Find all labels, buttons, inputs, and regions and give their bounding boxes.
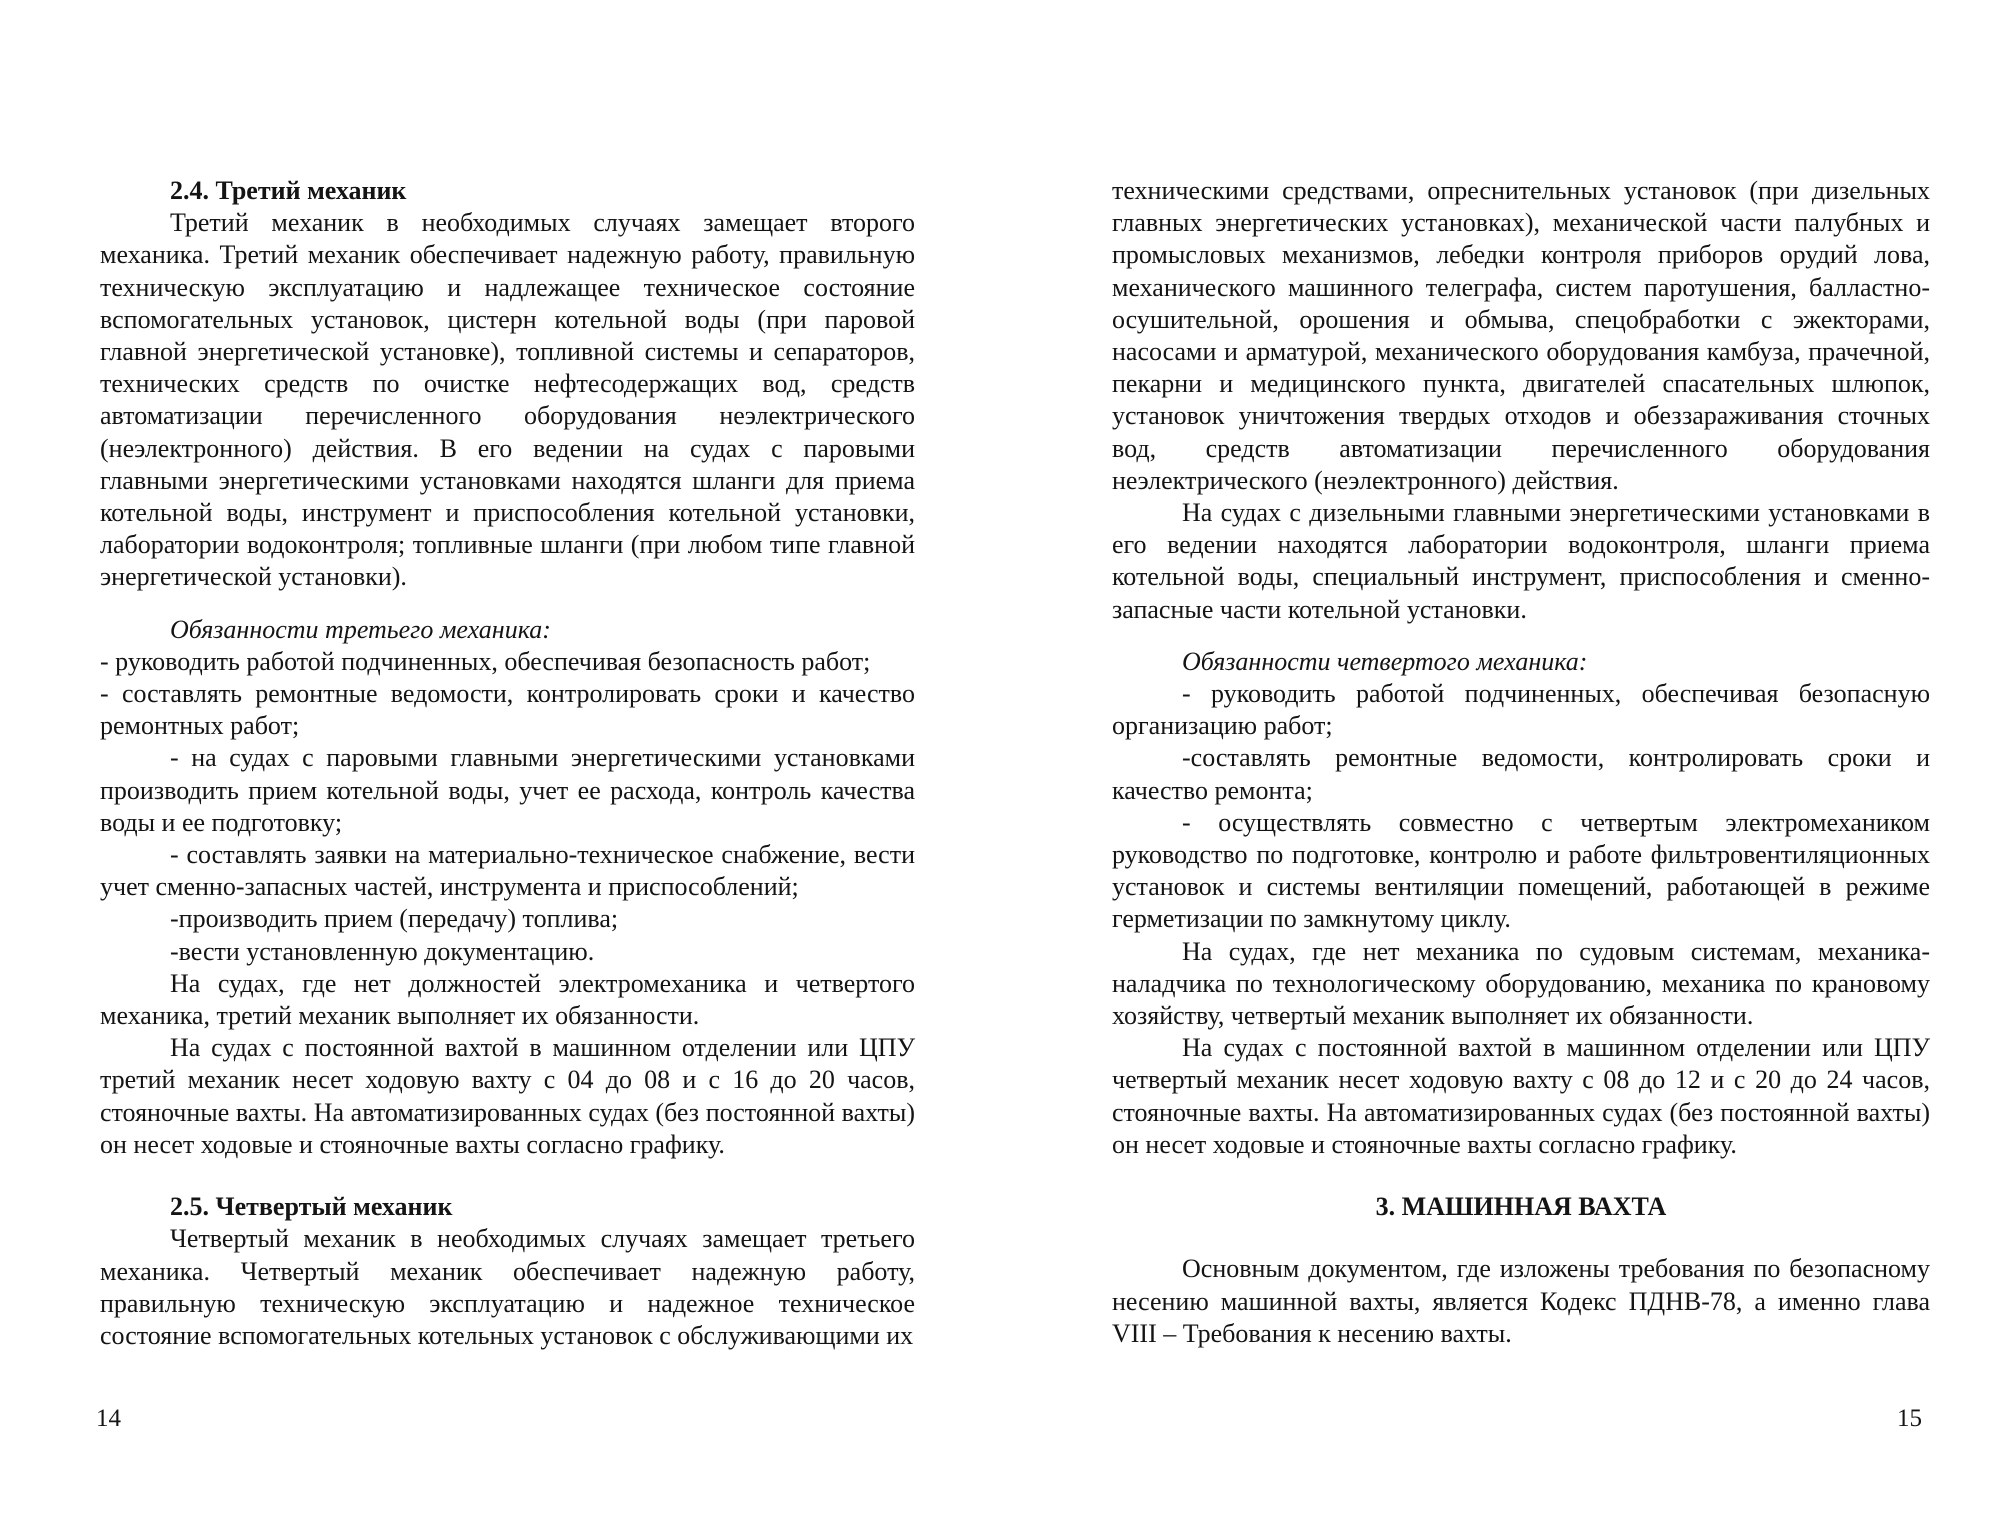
section-2-5-diesel-note: На судах с дизельными главными энергетическими установками в его ведении находятся лаборатории водоконтроля, шланги приема котельной воды, специальный инструмент, приспособления и сменно-запасные части котельной установки. <box>1112 498 1930 624</box>
third-mechanic-duty-5: -производить прием (передачу) топлива; <box>170 904 619 934</box>
section-2-4-note-1: На судах, где нет должностей электромеханика и четвертого механика, третий механик выполняет их обязанности. <box>100 968 915 1031</box>
page-number-right: 15 <box>1897 1405 1922 1432</box>
section-2-5-heading: 2.5. Четвертый механик <box>170 1192 453 1222</box>
section-2-4-note-2: На судах с постоянной вахтой в машинном отделении или ЦПУ третий механик несет ходовую вахту с 04 до 08 и с 16 до 20 часов, стояночные вахты. На автоматизированных судах (без постоянной вахты) он несет ходовые и стояночные вахты согласно графику. <box>100 1033 915 1159</box>
third-mechanic-duty-4: - составлять заявки на материально-техническое снабжение, вести учет сменно-запасных частей, инструмента и приспособлений; <box>100 840 915 902</box>
section-2-4-intro: Третий механик в необходимых случаях замещает второго механика. Третий механик обеспечивает надежную работу, правильную техническую эксплуатацию и надлежащее техническое состояние вспомогательных установок, цистерн котельной воды (при паровой главной энергетической установке), топливной системы и сепараторов, технических средств по очистке нефтесодержащих вод, средств автоматизации перечисленного оборудования неэлектрического (неэлектронного) действия. В его ведении на судах с паровыми главными энергетическими установками находятся шланги для приема котельной воды, инструмент и приспособления котельной установки, лаборатории водоконтроля; топливные шланги (при любом типе главной энергетической установки). <box>100 208 915 592</box>
third-mechanic-duty-1: - руководить работой подчиненных, обеспечивая безопасность работ; <box>100 646 871 676</box>
fourth-mechanic-duty-3: - осуществлять совместно с четвертым электромехаником руководство по подготовке, контролю и работе фильтровентиляционных установок и системы вентиляции помещений, работающей в режиме герметизации по замкнутому циклу. <box>1112 807 1930 934</box>
fourth-mechanic-duty-1: - руководить работой подчиненных, обеспечивая безопасную организацию работ; <box>1112 679 1930 741</box>
section-2-5-note-2: На судах с постоянной вахтой в машинном отделении или ЦПУ четвертый механик несет ходовую вахту с 08 до 12 и с 20 до 24 часов, стояночные вахты. На автоматизированных судах (без постоянной вахты) он несет ходовые и стояночные вахты согласно графику. <box>1112 1033 1930 1159</box>
left-page-text-column <box>100 175 915 1352</box>
third-mechanic-duty-3: - на судах с паровыми главными энергетическими установками производить прием котельной воды, учет ее расхода, контроль качества воды и ее подготовку; <box>100 743 915 837</box>
chapter-3-heading: 3. МАШИННАЯ ВАХТА <box>1375 1192 1667 1222</box>
page-number-left: 14 <box>96 1405 121 1432</box>
fourth-mechanic-duty-2: -составлять ремонтные ведомости, контролировать сроки и качество ремонта; <box>1112 743 1930 805</box>
third-mechanic-duty-6: -вести установленную документацию. <box>170 936 595 966</box>
fourth-mechanic-duties-title: Обязанности четвертого механика: <box>1182 646 1588 676</box>
section-2-4-heading: 2.4. Третий механик <box>170 176 407 205</box>
right-page <box>1000 0 2000 1529</box>
section-2-5-intro-end: техническими средствами, опреснительных установок (при дизельных главных энергетических установках), механической части палубных и промысловых механизмов, лебедки контроля приборов орудий лова, механического машинного телеграфа, систем паротушения, балластно-осушительной, орошения и обмыва, спецобработки с эжекторами, насосами и арматурой, механического оборудования камбуза, прачечной, пекарни и медицинского пункта, двигателей спасательных шлюпок, установок уничтожения твердых отходов и обеззараживания сточных вод, средств автоматизации перечисленного оборудования неэлектрического (неэлектронного) действия. <box>1112 176 1930 495</box>
chapter-3-intro: Основным документом, где изложены требования по безопасному несению машинной вахты, является Кодекс ПДНВ-78, а именно глава VIII – Требования к несению вахты. <box>1112 1254 1930 1348</box>
third-mechanic-duty-2: - составлять ремонтные ведомости, контролировать сроки и качество ремонтных работ; <box>100 679 915 741</box>
section-2-5-intro-start: Четвертый механик в необходимых случаях замещает третьего механика. Четвертый механик обеспечивает надежную работу, правильную техническую эксплуатацию и надежное техническое состояние вспомогательных котельных установок с обслуживающими их <box>100 1224 915 1350</box>
third-mechanic-duties-title: Обязанности третьего механика: <box>170 614 551 644</box>
section-2-5-note-1: На судах, где нет механика по судовым системам, механика-наладчика по технологическому оборудованию, механика по крановому хозяйству, четвертый механик выполняет их обязанности. <box>1112 936 1930 1031</box>
right-page-text-column <box>1112 175 1930 1350</box>
